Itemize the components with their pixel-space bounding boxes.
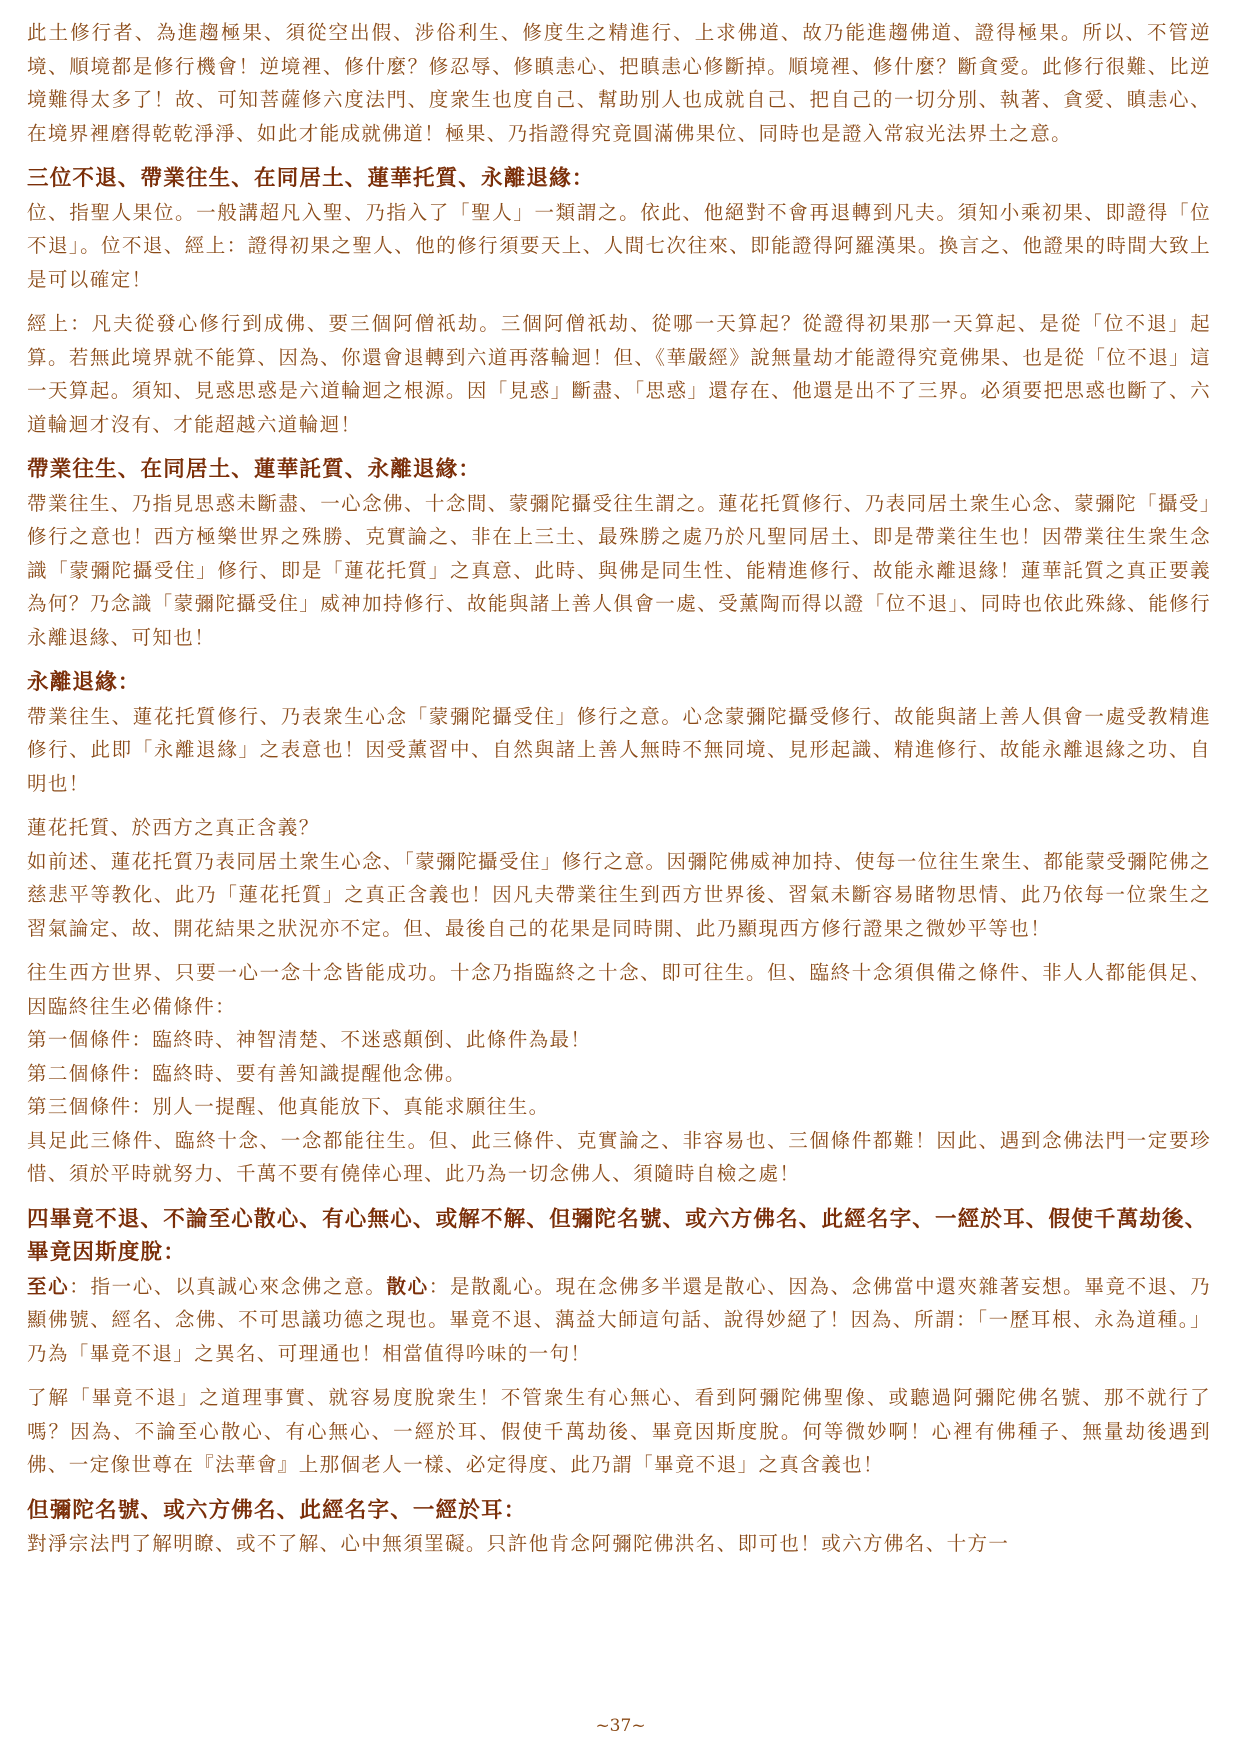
definition: ：指一心、以真誠心來念佛之意。	[69, 1274, 387, 1298]
paragraph: 帶業往生、蓮花托質修行、乃表衆生心念「蒙彌陀攝受住」修行之意。心念蒙彌陀攝受修行、故能與諸上善人俱會一處受教精進修行、此即「永離退緣」之表意也！因受薰習中、自然與諸上善人無時不無同境、見形起識、精進修行、故能永離退緣之功、自明也！	[27, 704, 1211, 795]
condition-item: 第二個條件：臨終時、要有善知識提醒他念佛。	[27, 1061, 466, 1085]
section-heading: 但彌陀名號、或六方佛名、此經名字、一經於耳：	[27, 1497, 527, 1523]
paragraph: 位、指聖人果位。一般講超凡入聖、乃指入了「聖人」一類謂之。依此、他絕對不會再退轉到凡夫。須知小乘初果、即證得「位不退」。位不退、經上：證得初果之聖人、他的修行須要天上、人間七次往來、即能證得阿羅漢果。換言之、他證果的時間大致上是可以確定！	[27, 200, 1211, 291]
paragraph: 如前述、蓮花托質乃表同居土衆生心念、「蒙彌陀攝受住」修行之意。因彌陀佛威神加持、使每一位往生衆生、都能蒙受彌陀佛之慈悲平等教化、此乃「蓮花托質」之真正含義也！因凡夫帶業往生到西方世界後、習氣未斷容易睹物思情、此乃依每一位衆生之習氣論定、故、開花結果之狀況亦不定。但、最後自己的花果是同時開、此乃顯現西方修行證果之微妙平等也！	[27, 849, 1211, 940]
paragraph: 蓮花托質、於西方之真正含義？	[27, 816, 320, 839]
section-heading: 四畢竟不退、不論至心散心、有心無心、或解不解、但彌陀名號、或六方佛名、此經名字、一經於耳、假使千萬劫後、畢竟因斯度脫：	[27, 1206, 1208, 1265]
paragraph: 帶業往生、乃指見思惑未斷盡、一心念佛、十念間、蒙彌陀攝受往生謂之。蓮花托質修行、乃表同居土衆生心念、蒙彌陀「攝受」修行之意也！西方極樂世界之殊勝、克實論之、非在上三土、最殊勝之處乃於凡聖同居土、即是帶業往生也！因帶業往生衆生念識「蒙彌陀攝受住」修行、即是「蓮花托質」之真意、此時、與佛是同生性、能精進修行、故能永離退緣！蓮華託質之真正要義為何？乃念識「蒙彌陀攝受住」威神加持修行、故能與諸上善人俱會一處、受薰陶而得以證「位不退」、同時也依此殊緣、能修行永離退緣、可知也！	[27, 491, 1211, 649]
section-heading: 三位不退、帶業往生、在同居土、蓮華托質、永離退緣：	[27, 166, 595, 191]
condition-item: 第三個條件：別人一提醒、他真能放下、真能求願往生。	[27, 1095, 550, 1118]
term: 散心	[386, 1274, 429, 1298]
definition: ：是散亂心。現在念佛多半還是散心、因為、念佛當中還夾雜著妄想。畢竟不退、乃顯佛號、經名、念佛、不可思議功德之現也。畢竟不退、蕅益大師這句話、說得妙絕了！因為、所謂：「一歷耳根、永為道種。」乃為「畢竟不退」之異名、可理通也！相當值得吟味的一句！	[27, 1274, 1211, 1365]
section-heading: 永離退緣：	[27, 670, 141, 695]
condition-item: 第一個條件：臨終時、神智清楚、不迷惑顛倒、此條件為最！	[27, 1028, 592, 1051]
paragraph: 了解「畢竟不退」之道理事實、就容易度脫衆生！不管衆生有心無心、看到阿彌陀佛聖像、或聽過阿彌陀佛名號、那不就行了嗎？因為、不論至心散心、有心無心、一經於耳、假使千萬劫後、畢竟因斯度脫。何等微妙啊！心裡有佛種子、無量劫後遇到佛、一定像世尊在『法華會』上那個老人一樣、必定得度、此乃謂「畢竟不退」之真含義也！	[27, 1386, 1211, 1476]
paragraph	[27, 1270, 1211, 1371]
paragraph: 經上：凡夫從發心修行到成佛、要三個阿僧祇劫。三個阿僧祇劫、從哪一天算起？從證得初果那一天算起、是從「位不退」起算。若無此境界就不能算、因為、你還會退轉到六道再落輪迴！但、《華嚴經》說無量劫才能證得究竟佛果、也是從「位不退」這一天算起。須知、見惑思惑是六道輪迴之根源。因「見惑」斷盡、「思惑」還存在、他還是出不了三界。必須要把思惑也斷了、六道輪迴才沒有、才能超越六道輪迴！	[27, 312, 1211, 436]
section-heading: 帶業往生、在同居土、蓮華託質、永離退緣：	[27, 457, 482, 482]
paragraph: 往生西方世界、只要一心一念十念皆能成功。十念乃指臨終之十念、即可往生。但、臨終十念須俱備之條件、非人人都能俱足、因臨終往生必備條件：	[27, 961, 1211, 1018]
term: 至心	[27, 1274, 70, 1298]
page-number: ~37~	[595, 1716, 646, 1736]
paragraph: 對淨宗法門了解明瞭、或不了解、心中無須罣礙。只許他肯念阿彌陀佛洪名、即可也！或六方佛名、十方一	[27, 1532, 1010, 1555]
paragraph: 此土修行者、為進趨極果、須從空出假、涉俗利生、修度生之精進行、上求佛道、故乃能進趨佛道、證得極果。所以、不管逆境、順境都是修行機會！逆境裡、修什麼？修忍辱、修瞋恚心、把瞋恚心修斷掉。順境裡、修什麼？斷貪愛。此修行很難、比逆境難得太多了！故、可知菩薩修六度法門、度衆生也度自己、幫助別人也成就自己、把自己的一切分別、執著、貪愛、瞋恚心、在境界裡磨得乾乾淨淨、如此才能成就佛道！極果、乃指證得究竟圓滿佛果位、同時也是證入常寂光法界土之意。	[27, 21, 1211, 145]
paragraph: 具足此三條件、臨終十念、一念都能往生。但、此三條件、克實論之、非容易也、三個條件都難！因此、遇到念佛法門一定要珍惜、須於平時就努力、千萬不要有僥倖心理、此乃為一切念佛人、須隨時自檢之處！	[27, 1128, 1211, 1185]
